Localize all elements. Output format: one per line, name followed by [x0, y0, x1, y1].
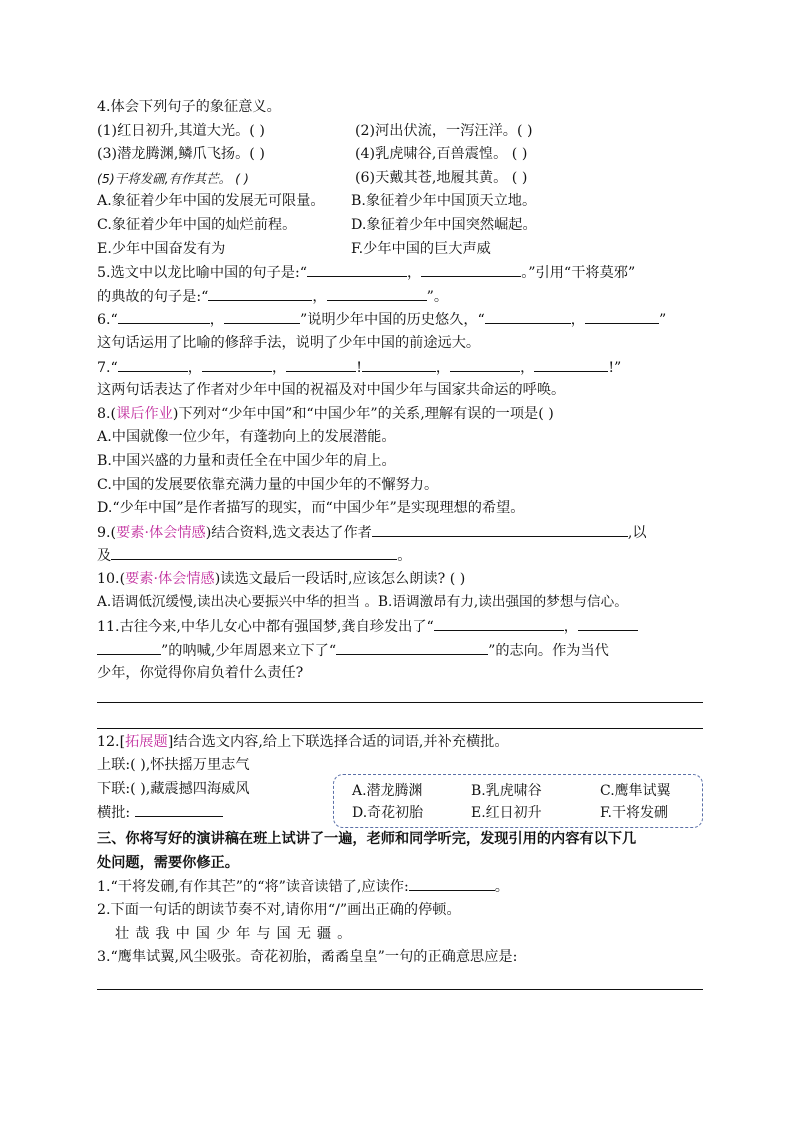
q9-text: ,以	[627, 524, 647, 541]
q10-stem	[97, 568, 703, 592]
q12-lower-couplet: 下联:( ),藏震撼四海威风	[97, 781, 250, 798]
q7-blank-3[interactable]	[286, 356, 356, 372]
q4-item-5: (5)干将发硎,有作其芒。 ( )	[97, 170, 249, 186]
q7-blank-2[interactable]	[202, 356, 272, 372]
q11-answer-line-2[interactable]	[97, 727, 703, 729]
section3-item-3: 3.“鹰隼试翼,风尘吸张。奇花初胎，矞矞皇皇”一句的正确意思应是:	[97, 949, 518, 966]
worksheet-page	[97, 96, 703, 990]
q11-answer-line-1[interactable]	[97, 701, 703, 703]
q4-item-4: (4)乳虎啸谷,百兽震惶。 ( )	[355, 146, 528, 163]
q9-tag: 要素·体会情感	[116, 524, 206, 541]
q5-text: ”。	[426, 288, 449, 305]
q12-text: ]结合选文内容,给上下联选择合适的词语,并补充横批。	[167, 733, 509, 750]
q11-blank-3[interactable]	[336, 639, 488, 655]
q9-line-1	[97, 521, 703, 545]
q11-blank-1[interactable]	[434, 615, 564, 631]
section3-title-2: 处问题，需要你修正。	[97, 854, 239, 871]
q7-sep: !	[356, 359, 362, 376]
q12-option-f: F.干将发硎	[600, 805, 668, 821]
q4-option-f: F.少年中国的巨大声威	[351, 240, 491, 257]
q11-text: 11.古往今来,中华儿女心中都有强国梦,龚自珍发出了“	[97, 619, 434, 636]
q6-line-2: 这句话运用了比喻的修辞手法，说明了少年中国的前途远大。	[97, 334, 481, 351]
q4-title: 4.体会下列句子的象征意义。	[97, 99, 281, 115]
section3-item1-text: 1.“干将发硎,有作其芒”的“将”读音读错了,应读作:	[97, 879, 409, 896]
section3-item1-end: 。	[494, 879, 509, 896]
q7-line-1	[97, 356, 703, 380]
q9-text: 。	[397, 548, 412, 565]
q8-stem	[97, 403, 703, 427]
q10-tag: 要素·体会情感	[125, 570, 215, 587]
q10-number: 10.(	[97, 570, 126, 587]
q5-sep: ，	[407, 265, 422, 282]
q12-heng-blank[interactable]	[135, 802, 223, 817]
q5-blank-2[interactable]	[421, 261, 521, 277]
q11-sep: ，	[563, 619, 578, 636]
q7-sep: ，	[435, 359, 451, 376]
q6-text: ”说明少年中国的历史悠久，“	[300, 312, 485, 329]
q7-blank-4[interactable]	[362, 356, 436, 372]
q9-text: )结合资料,选文表达了作者	[205, 524, 372, 541]
q4-option-row	[97, 214, 703, 238]
section3-title-1: 三、你将写好的演讲稿在班上试讲了一遍，老师和同学听完，发现引用的内容有以下几	[97, 831, 637, 848]
q7-sep: ，	[520, 359, 535, 376]
section3-item-1	[97, 875, 703, 899]
q10-options: A.语调低沉缓慢,读出决心要振兴中华的担当 。B.语调激昂有力,读出强国的梦想与信心。	[97, 594, 628, 611]
section3-item1-blank[interactable]	[409, 875, 495, 891]
q6-text: ”	[658, 312, 667, 329]
q6-blank-2[interactable]	[224, 308, 300, 324]
q4-option-e: E.少年中国奋发有为	[97, 240, 226, 257]
q4-option-row	[97, 190, 703, 214]
q7-blank-5[interactable]	[450, 356, 520, 372]
q11-text: ”的呐喊,少年周恩来立下了“	[161, 642, 337, 659]
q4-option-d: D.象征着少年中国突然崛起。	[351, 216, 537, 233]
q12-stem	[97, 731, 703, 755]
q8-option-d: D.“少年中国”是作者描写的现实，而“中国少年”是实现理想的希望。	[97, 500, 525, 517]
q7-line-2: 这两句话表达了作者对少年中国的祝福及对中国少年与国家共命运的呼唤。	[97, 382, 566, 399]
q11-line-3: 少年，你觉得你肩负着什么责任?	[97, 665, 304, 682]
q7-text: !”	[608, 359, 622, 376]
q9-number: 9.(	[97, 524, 117, 541]
q4-option-c: C.象征着少年中国的灿烂前程。	[97, 216, 297, 233]
q8-option-b: B.中国兴盛的力量和责任全在中国少年的肩上。	[97, 452, 396, 469]
q4-item-1: (1)红日初升,其道大光。( )	[97, 122, 265, 139]
q5-text: 5.选文中以龙比喻中国的句子是:“	[97, 265, 308, 282]
q8-text: )下列对“少年中国”和“中国少年”的关系,理解有误的一项是( )	[172, 405, 554, 422]
q4-row	[97, 120, 703, 144]
q9-line-2	[97, 544, 703, 568]
q5-blank-1[interactable]	[307, 261, 407, 277]
q4-row	[97, 143, 703, 167]
q7-sep: ，	[272, 359, 287, 376]
q12-option-d: D.奇花初胎	[352, 805, 424, 821]
q6-blank-4[interactable]	[585, 308, 659, 324]
q4-option-row	[97, 238, 703, 262]
q12-options-box	[333, 774, 703, 828]
q4-row	[97, 167, 703, 191]
q6-text: 6.“	[97, 312, 118, 329]
q7-text: 7.“	[97, 359, 118, 376]
q7-blank-6[interactable]	[534, 356, 608, 372]
q11-text: ”的志向。作为当代	[488, 642, 609, 659]
q11-blank-2b[interactable]	[97, 639, 161, 655]
q12-option-a: A.潜龙腾渊	[352, 783, 423, 799]
section3-answer-line[interactable]	[97, 988, 703, 990]
q4-item-2: (2)河出伏流，一泻汪洋。( )	[355, 122, 533, 139]
q12-option-c: C.鹰隼试翼	[600, 783, 671, 799]
q7-blank-1[interactable]	[118, 356, 188, 372]
q4-option-b: B.象征着少年中国顶天立地。	[351, 193, 537, 210]
q6-line-1	[97, 308, 703, 332]
q6-blank-3[interactable]	[485, 308, 571, 324]
q9-text: 及	[97, 548, 112, 565]
q4-item-6: (6)天戴其苍,地履其黄。 ( )	[355, 169, 528, 186]
q5-blank-3[interactable]	[208, 285, 312, 301]
q5-text: 。”引用“干将莫邪”	[521, 265, 636, 282]
q5-sep: ，	[312, 288, 327, 305]
q12-upper-couplet: 上联:( ),怀扶摇万里志气	[97, 757, 250, 774]
q6-sep: ，	[209, 312, 224, 329]
section3-item-2: 2.下面一句话的朗读节奏不对,请你用“/”画出正确的停顿。	[97, 902, 461, 918]
q8-number: 8.(	[97, 405, 117, 422]
q9-blank-1[interactable]	[372, 521, 628, 537]
q5-blank-4[interactable]	[327, 285, 427, 301]
q9-blank-2[interactable]	[111, 544, 397, 560]
q12-option-b: B.乳虎啸谷	[471, 783, 542, 799]
q8-option-a: A.中国就像一位少年，有蓬勃向上的发展潜能。	[97, 429, 396, 446]
q4-option-a: A.象征着少年中国的发展无可限量。	[97, 193, 325, 210]
q11-blank-2a[interactable]	[578, 615, 638, 631]
q12-option-e: E.红日初升	[471, 805, 542, 821]
q4-item-3: (3)潜龙腾渊,鳞爪飞扬。( )	[97, 146, 265, 163]
q12-tag: 拓展题	[125, 733, 168, 750]
q10-text: )读选文最后一段话时,应该怎么朗读? ( )	[214, 570, 466, 587]
q12-number: 12.[	[97, 733, 126, 750]
q11-line-2	[97, 639, 703, 663]
q12-heng-label: 横批:	[97, 804, 131, 821]
q7-sep: ，	[187, 359, 202, 376]
q5-line-1	[97, 261, 703, 285]
q8-tag: 课后作业	[116, 405, 173, 422]
q11-line-1	[97, 615, 703, 639]
q5-text: 的典故的句子是:“	[97, 288, 209, 305]
q5-line-2	[97, 285, 703, 309]
q6-blank-1[interactable]	[118, 308, 210, 324]
q8-option-c: C.中国的发展要依靠充满力量的中国少年的不懈努力。	[97, 476, 439, 493]
section3-item2-sentence: 壮哉我中国少年与国无疆。	[115, 925, 358, 942]
q6-sep: ，	[570, 312, 585, 329]
